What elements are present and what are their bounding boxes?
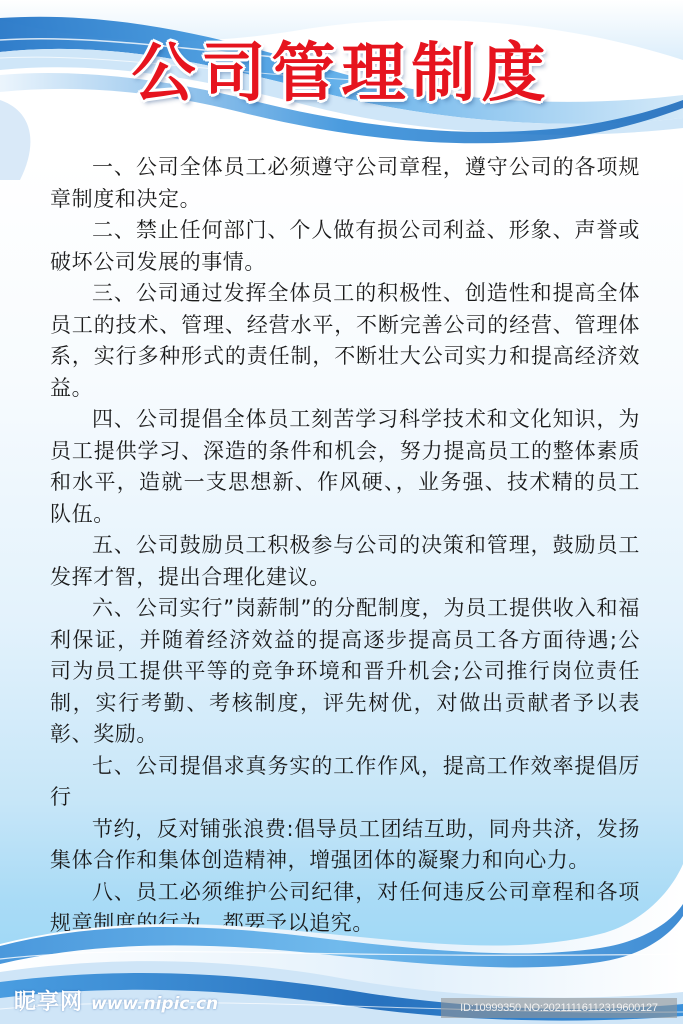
watermark-url: www.nipic.cn: [91, 994, 219, 1014]
regulation-item-3: 三、公司通过发挥全体员工的积极性、创造性和提高全体员工的技术、管理、经营水平，不断完善公司的经营、管理体系，实行多种形式的责任制，不断壮大公司实力和提高经济效益。: [50, 281, 640, 400]
poster-title: 公司管理制度: [131, 37, 552, 111]
regulation-item-7-continued: 节约，反对铺张浪费:倡导员工团结互助，同舟共济，发扬集体合作和集体创造精神，增强团体的凝聚力和向心力。: [50, 816, 640, 872]
regulation-item-7: 七、公司提倡求真务实的工作作风，提高工作效率提倡厉行: [50, 753, 640, 809]
regulation-item-5: 五、公司鼓励员工积极参与公司的决策和管理，鼓励员工发挥才智，提出合理化建议。: [50, 533, 640, 589]
regulations-body: [50, 152, 640, 940]
regulation-item-4: 四、公司提倡全体员工刻苦学习科学技术和文化知识，为员工提供学习、深造的条件和机会，努力提高员工的整体素质和水平，造就一支思想新、作风硬、，业务强、技术精的员工队伍。: [50, 407, 640, 526]
watermark-id-badge: ID:10999350 NO:20211116112319600127: [441, 998, 677, 1018]
regulation-item-2: 二、禁止任何部门、个人做有损公司利益、形象、声誉或破坏公司发展的事情。: [50, 218, 640, 274]
watermark-logo-text: 昵享网: [14, 990, 84, 1015]
regulation-item-8: 八、员工必须维护公司纪律，对任何违反公司章程和各项规章制度的行为，都要予以追究。: [50, 879, 640, 935]
watermark-logo: [14, 985, 218, 1016]
regulation-item-1: 一、公司全体员工必须遵守公司章程，遵守公司的各项规章制度和决定。: [50, 155, 640, 211]
regulation-item-6: 六、公司实行”岗薪制”的分配制度，为员工提供收入和福利保证，并随着经济效益的提高逐步提高员工各方面待遇;公司为员工提供平等的竞争环境和晋升机会;公司推行岗位责任制，实行考勤、考核制度，评先树优，对做出贡献者予以表彰、奖励。: [50, 596, 640, 746]
